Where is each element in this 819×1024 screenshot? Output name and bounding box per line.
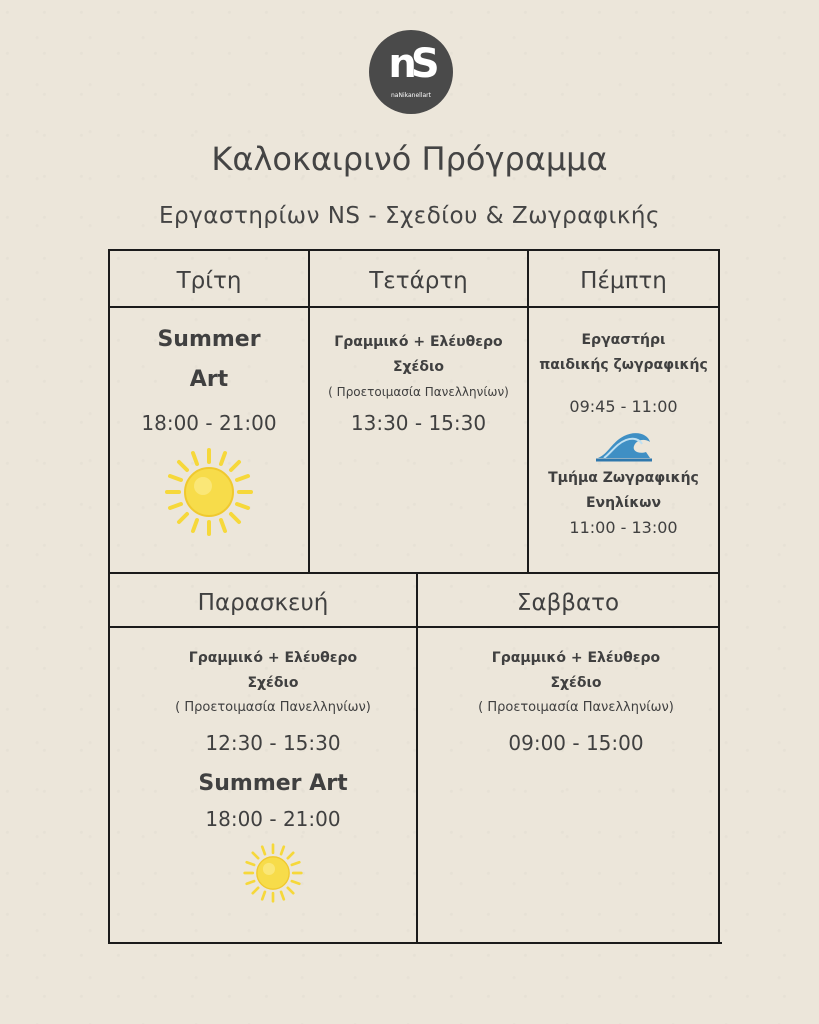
thursday-adult-1: Τμήμα Ζωγραφικής [548, 470, 699, 486]
friday-summer-title: Summer Art [198, 771, 348, 796]
day-header-friday: Παρασκευή [197, 590, 329, 616]
friday-summer-time: 18:00 - 21:00 [205, 807, 341, 831]
day-header-tuesday: Τρίτη [176, 268, 242, 294]
thursday-adult-2: Ενηλίκων [585, 495, 662, 511]
logo [369, 30, 453, 114]
wednesday-note: ( Προετοιμασία Πανελληνίων) [328, 385, 509, 399]
tuesday-title-2: Art [189, 367, 229, 392]
thursday-cell [529, 328, 718, 540]
saturday-time: 09:00 - 15:00 [508, 731, 644, 755]
sun-icon [163, 446, 255, 538]
day-header-wednesday: Τετάρτη [369, 268, 468, 294]
friday-title-2: Σχέδιο [247, 675, 299, 691]
sun-icon [242, 842, 304, 904]
wednesday-time: 13:30 - 15:30 [350, 411, 487, 435]
friday-title-1: Γραμμικό + Ελέυθερο [188, 650, 358, 666]
thursday-workshop-1: Εργαστήρι [581, 332, 666, 348]
friday-cell [120, 646, 426, 904]
wednesday-title-1: Γραμμικό + Ελέυθερο [334, 334, 503, 350]
tuesday-title-1: Summer [157, 327, 261, 352]
friday-time: 12:30 - 15:30 [205, 731, 341, 755]
thursday-workshop-2: παιδικής ζωγραφικής [539, 357, 708, 373]
thursday-adult-time: 11:00 - 13:00 [569, 518, 678, 537]
saturday-title-2: Σχέδιο [550, 675, 602, 691]
day-header-saturday: Σαββατο [516, 590, 620, 616]
page-subtitle: Εργαστηρίων NS - Σχεδίου & Ζωγραφικής [159, 203, 660, 229]
wave-icon [594, 424, 654, 464]
saturday-cell [418, 646, 734, 758]
day-header-thursday: Πέμπτη [580, 268, 667, 294]
tuesday-cell [110, 320, 308, 538]
logo-mark: nS [388, 41, 434, 87]
thursday-workshop-time: 09:45 - 11:00 [569, 397, 678, 416]
saturday-note: ( Προετοιμασία Πανελληνίων) [478, 700, 674, 715]
wednesday-title-2: Σχέδιο [392, 359, 445, 375]
logo-subtext: naNikanellart [390, 92, 431, 99]
page-title: Καλοκαιρινό Πρόγραμμα [211, 140, 608, 178]
saturday-title-1: Γραμμικό + Ελέυθερο [491, 650, 661, 666]
tuesday-time: 18:00 - 21:00 [141, 411, 277, 435]
friday-note: ( Προετοιμασία Πανελληνίων) [175, 700, 371, 715]
wednesday-cell [310, 330, 527, 438]
